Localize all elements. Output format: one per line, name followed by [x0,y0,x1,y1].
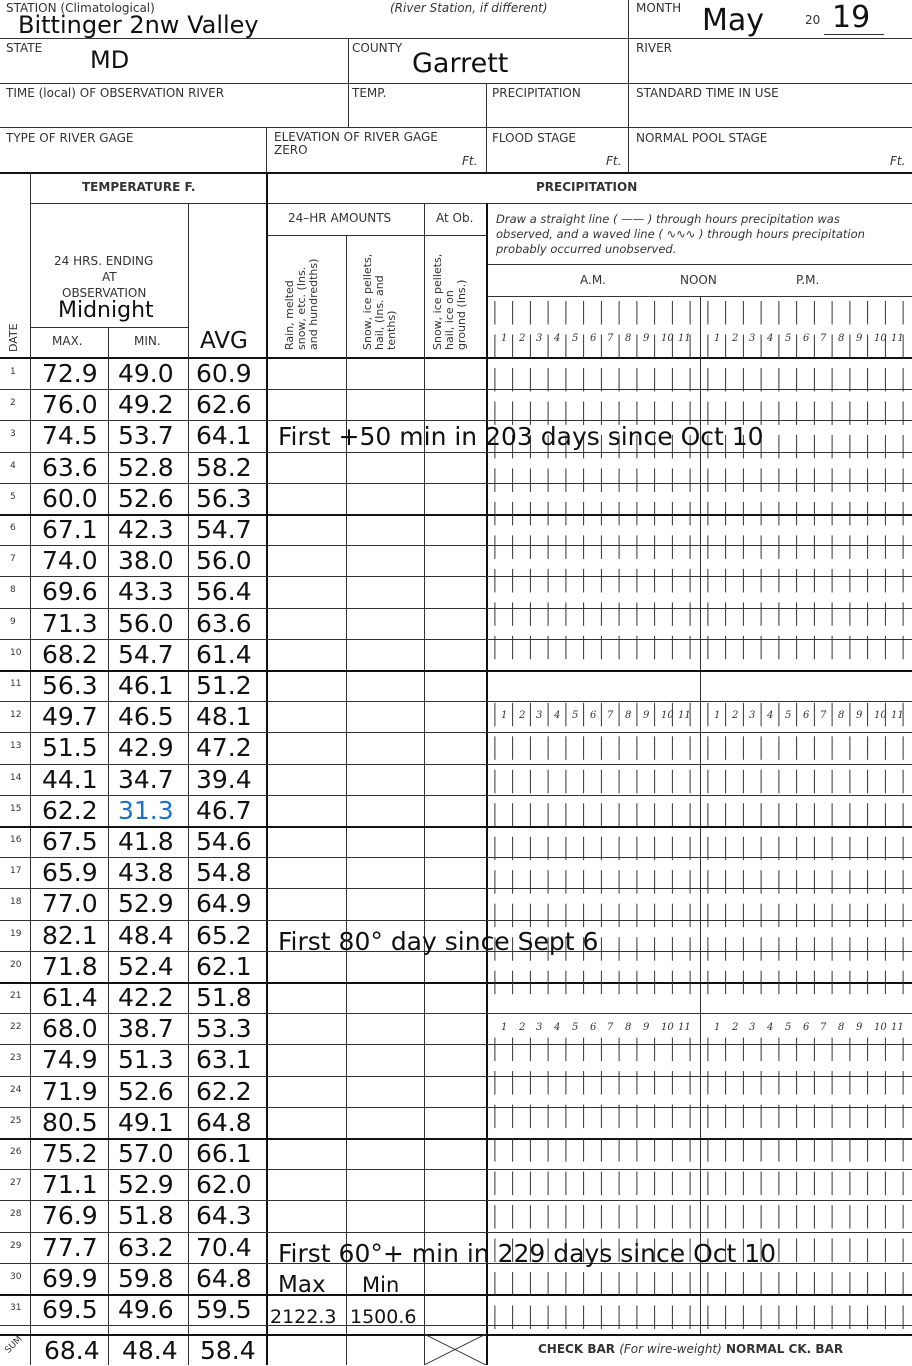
instructions-line-3: probably occurred unobserved. [496,242,677,256]
header-hour-label: 3 [749,333,756,344]
row12-hour-label: 9 [856,710,863,721]
max-temp-cell: 65.9 [42,858,98,887]
date-number: 4 [10,461,16,471]
date-number: 8 [10,585,16,595]
min-temp-cell: 54.7 [118,640,174,669]
max-temp-cell: 51.5 [42,733,98,762]
min-temp-cell: 46.5 [118,702,174,731]
max-temp-cell: 74.0 [42,546,98,575]
date-number: 12 [10,710,22,720]
header-hour-label: 3 [536,333,543,344]
avg-temp-cell: 56.4 [196,577,252,606]
flood-unit: Ft. [606,154,622,168]
precip-label: PRECIPITATION [492,86,581,100]
date-number: 26 [10,1147,22,1157]
hrs-ending-label: 24 HRS. ENDING [54,254,154,268]
state-label: STATE [6,41,43,55]
avg-temp-cell: 39.4 [196,765,252,794]
min-temp-cell: 49.6 [118,1295,174,1324]
header-hour-label: 4 [554,333,561,344]
row22-hour-label: 9 [856,1022,863,1033]
header-hour-label: 8 [838,333,845,344]
row22-hour-label: 9 [643,1022,650,1033]
check-bar-text: CHECK BAR [538,1342,616,1356]
date-number: 17 [10,866,22,876]
max-temp-cell: 56.3 [42,671,98,700]
date-label: DATE [7,323,20,352]
gage-type-label: TYPE OF RIVER GAGE [6,131,134,145]
row22-hour-label: 8 [625,1022,632,1033]
note-day-31-min: 1500.6 [350,1306,417,1328]
note-day-31-max: 2122.3 [270,1306,337,1328]
date-number: 7 [10,554,16,564]
avg-temp-cell: 60.9 [196,359,252,388]
header-hour-label: 1 [714,333,721,344]
avg-temp-cell: 64.3 [196,1201,252,1230]
date-number: 28 [10,1209,22,1219]
am-label: A.M. [580,273,606,287]
row22-hour-label: 6 [803,1022,810,1033]
amounts-title: 24–HR AMOUNTS [288,211,392,225]
avg-temp-cell: 47.2 [196,733,252,762]
max-temp-cell: 62.2 [42,796,98,825]
temperature-title: TEMPERATURE F. [82,180,196,194]
max-label: MAX. [52,334,83,348]
min-label: MIN. [134,334,161,348]
min-temp-cell: 53.7 [118,421,174,450]
min-temp-cell: 51.8 [118,1201,174,1230]
time-label: TIME (local) OF OBSERVATION RIVER [6,86,225,100]
avg-temp-cell: 64.1 [196,421,252,450]
max-temp-cell: 71.3 [42,609,98,638]
max-temp-cell: 71.8 [42,952,98,981]
row22-hour-label: 4 [554,1022,561,1033]
pm-label: P.M. [796,273,820,287]
avg-temp-cell: 64.8 [196,1108,252,1137]
row22-hour-label: 11 [678,1022,691,1033]
max-temp-cell: 68.0 [42,1014,98,1043]
avg-temp-cell: 63.6 [196,609,252,638]
max-temp-cell: 68.2 [42,640,98,669]
avg-temp-cell: 54.7 [196,515,252,544]
date-number: 10 [10,648,22,658]
avg-temp-cell: 64.8 [196,1264,252,1293]
avg-temp-cell: 62.6 [196,390,252,419]
max-temp-cell: 44.1 [42,765,98,794]
row22-hour-label: 2 [732,1022,739,1033]
max-temp-cell: 49.7 [42,702,98,731]
observation-label: OBSERVATION [62,286,147,300]
header-hour-label: 7 [820,333,827,344]
avg-temp-cell: 63.1 [196,1045,252,1074]
row22-hour-label: 8 [838,1022,845,1033]
min-temp-cell: 38.0 [118,546,174,575]
avg-label: AVG [200,328,248,354]
instructions-line-2: observed, and a waved line ( ∿∿∿ ) through hours precipitation [496,227,865,241]
max-temp-cell: 77.0 [42,889,98,918]
row12-hour-label: 4 [554,710,561,721]
min-temp-cell: 52.6 [118,484,174,513]
row12-hour-label: 2 [732,710,739,721]
row12-hour-label: 8 [625,710,632,721]
month-value: May [702,3,765,38]
min-temp-cell: 49.2 [118,390,174,419]
row12-hour-label: 3 [536,710,543,721]
avg-temp-cell: 58.2 [196,453,252,482]
date-number: 11 [10,679,22,689]
snow-label-2: hail, (Ins. and [373,275,386,350]
row22-hour-label: 6 [590,1022,597,1033]
row22-hour-label: 1 [714,1022,721,1033]
avg-temp-cell: 46.7 [196,796,252,825]
row22-hour-label: 11 [891,1022,904,1033]
row22-hour-label: 7 [820,1022,827,1033]
ground-label-2: hail, ice on [443,290,456,350]
max-temp-cell: 71.9 [42,1077,98,1106]
note-day-29: First 60°+ min in 229 days since Oct 10 [278,1239,777,1268]
min-temp-cell: 42.9 [118,733,174,762]
station-value: Bittinger 2nw Valley [18,11,259,39]
min-temp-cell: 56.0 [118,609,174,638]
min-temp-cell: 46.1 [118,671,174,700]
header-hour-label: 5 [572,333,579,344]
date-number: 30 [10,1272,22,1282]
max-temp-cell: 67.5 [42,827,98,856]
date-number: 15 [10,804,22,814]
river-label: RIVER [636,41,673,55]
sum-label: SUM [3,1334,25,1356]
avg-temp-cell: 54.6 [196,827,252,856]
date-number: 13 [10,741,22,751]
header-hour-label: 7 [607,333,614,344]
ground-label-3: ground (Ins.) [455,279,468,350]
snow-label-1: Snow, ice pellets, [361,253,374,350]
max-temp-cell: 82.1 [42,921,98,950]
max-temp-cell: 69.9 [42,1264,98,1293]
min-temp-cell: 52.6 [118,1077,174,1106]
header-hour-label: 2 [519,333,526,344]
date-number: 3 [10,429,16,439]
row12-hour-label: 10 [874,710,887,721]
row22-hour-label: 10 [661,1022,674,1033]
row12-hour-label: 11 [678,710,691,721]
county-label: COUNTY [352,41,403,55]
avg-temp-cell: 54.8 [196,858,252,887]
row12-hour-label: 2 [519,710,526,721]
rain-label-1: Rain, melted [283,280,296,350]
min-temp-cell: 43.8 [118,858,174,887]
date-number: 29 [10,1241,22,1251]
max-temp-cell: 76.0 [42,390,98,419]
max-temp-cell: 69.6 [42,577,98,606]
date-number: 5 [10,492,16,502]
at-label: AT [102,270,117,284]
row12-hour-label: 7 [820,710,827,721]
max-temp-cell: 74.9 [42,1045,98,1074]
min-temp-cell: 43.3 [118,577,174,606]
flood-label: FLOOD STAGE [492,131,576,145]
normal-check-bar-text: NORMAL CK. BAR [726,1342,844,1356]
min-temp-cell: 52.9 [118,889,174,918]
header-hour-label: 10 [661,333,674,344]
header-hour-label: 6 [803,333,810,344]
date-number: 23 [10,1053,22,1063]
noon-label: NOON [680,273,717,287]
date-number: 19 [10,929,22,939]
date-number: 25 [10,1116,22,1126]
avg-temp-cell: 65.2 [196,921,252,950]
row22-hour-label: 5 [572,1022,579,1033]
month-label: MONTH [636,1,682,15]
avg-temp-cell: 66.1 [196,1139,252,1168]
row12-hour-label: 7 [607,710,614,721]
avg-temp-cell: 56.0 [196,546,252,575]
sum-avg: 58.4 [200,1336,256,1365]
row22-hour-label: 2 [519,1022,526,1033]
min-temp-cell: 52.4 [118,952,174,981]
elevation-label: ELEVATION OF RIVER GAGE ZERO [274,130,438,157]
min-temp-cell: 48.4 [118,921,174,950]
min-temp-cell: 41.8 [118,827,174,856]
max-temp-cell: 80.5 [42,1108,98,1137]
year-value: 19 [832,0,871,35]
date-number: 2 [10,398,16,408]
header-hour-label: 1 [501,333,508,344]
note-day-3: First +50 min in 203 days since Oct 10 [278,422,764,451]
min-temp-cell: 49.1 [118,1108,174,1137]
date-number: 22 [10,1022,22,1032]
obs-time-value: Midnight [58,298,154,323]
row12-hour-label: 6 [803,710,810,721]
row12-hour-label: 4 [767,710,774,721]
standard-time-label: STANDARD TIME IN USE [636,86,779,100]
header-hour-label: 5 [785,333,792,344]
avg-temp-cell: 51.8 [196,983,252,1012]
header-hour-label: 9 [856,333,863,344]
row22-hour-label: 10 [874,1022,887,1033]
date-number: 6 [10,523,16,533]
at-ob-label: At Ob. [436,211,474,225]
min-temp-cell: 42.3 [118,515,174,544]
row22-hour-label: 7 [607,1022,614,1033]
check-bar-note: (For wire-weight) [619,1342,722,1356]
row22-hour-label: 4 [767,1022,774,1033]
max-temp-cell: 75.2 [42,1139,98,1168]
pool-label: NORMAL POOL STAGE [636,131,768,145]
date-number: 16 [10,835,22,845]
avg-temp-cell: 53.3 [196,1014,252,1043]
river-station-label: (River Station, if different) [390,1,548,15]
station-label: STATION (Climatological) [6,1,155,15]
date-number: 9 [10,617,16,627]
row12-hour-label: 8 [838,710,845,721]
snow-label-3: tenths) [385,310,398,350]
note-day-19: First 80° day since Sept 6 [278,927,599,956]
ground-label-1: Snow, ice pellets, [431,253,444,350]
max-temp-cell: 60.0 [42,484,98,513]
min-temp-cell: 57.0 [118,1139,174,1168]
max-temp-cell: 63.6 [42,453,98,482]
row12-hour-label: 9 [643,710,650,721]
max-temp-cell: 77.7 [42,1233,98,1262]
avg-temp-cell: 62.0 [196,1170,252,1199]
row22-hour-label: 3 [536,1022,543,1033]
elevation-unit: Ft. [462,154,478,168]
date-number: 1 [10,367,16,377]
check-bar-label [538,1342,843,1356]
row12-hour-label: 1 [501,710,508,721]
max-temp-cell: 76.9 [42,1201,98,1230]
avg-temp-cell: 62.2 [196,1077,252,1106]
date-number: 20 [10,960,22,970]
max-temp-cell: 67.1 [42,515,98,544]
date-number: 24 [10,1085,22,1095]
avg-temp-cell: 56.3 [196,484,252,513]
date-number: 14 [10,773,22,783]
rain-label-3: and hundredths) [307,258,320,350]
max-temp-cell: 72.9 [42,359,98,388]
header-hour-label: 9 [643,333,650,344]
header-hour-label: 8 [625,333,632,344]
county-value: Garrett [412,48,509,79]
min-temp-cell: 59.8 [118,1264,174,1293]
header-hour-label: 6 [590,333,597,344]
min-temp-cell: 31.3 [118,796,174,825]
sum-min: 48.4 [122,1336,178,1365]
min-temp-cell: 51.3 [118,1045,174,1074]
rain-label-2: snow, etc. (Ins. [295,266,308,350]
max-temp-cell: 71.1 [42,1170,98,1199]
date-number: 18 [10,897,22,907]
min-temp-cell: 52.9 [118,1170,174,1199]
header-hour-label: 10 [874,333,887,344]
precipitation-title: PRECIPITATION [536,180,638,194]
min-temp-cell: 63.2 [118,1233,174,1262]
min-temp-cell: 52.8 [118,453,174,482]
min-temp-cell: 49.0 [118,359,174,388]
header-hour-label: 11 [678,333,691,344]
row12-hour-label: 10 [661,710,674,721]
row12-hour-label: 5 [785,710,792,721]
row22-hour-label: 3 [749,1022,756,1033]
avg-temp-cell: 64.9 [196,889,252,918]
header-hour-label: 2 [732,333,739,344]
date-number: 31 [10,1303,22,1313]
avg-temp-cell: 51.2 [196,671,252,700]
note-day-30-max: Max [278,1272,326,1298]
row12-hour-label: 5 [572,710,579,721]
row22-hour-label: 1 [501,1022,508,1033]
header-hour-label: 11 [891,333,904,344]
min-temp-cell: 34.7 [118,765,174,794]
avg-temp-cell: 62.1 [196,952,252,981]
instructions-line-1: Draw a straight line ( —— ) through hours precipitation was [496,212,840,226]
min-temp-cell: 42.2 [118,983,174,1012]
row22-hour-label: 5 [785,1022,792,1033]
pool-unit: Ft. [890,154,906,168]
date-number: 27 [10,1178,22,1188]
min-temp-cell: 38.7 [118,1014,174,1043]
row12-hour-label: 6 [590,710,597,721]
row12-hour-label: 1 [714,710,721,721]
avg-temp-cell: 59.5 [196,1295,252,1324]
max-temp-cell: 69.5 [42,1295,98,1324]
state-value: MD [90,46,130,74]
avg-temp-cell: 61.4 [196,640,252,669]
max-temp-cell: 74.5 [42,421,98,450]
date-number: 21 [10,991,22,1001]
year-prefix: 20 [805,13,821,27]
note-day-30-min: Min [362,1273,400,1297]
row12-hour-label: 3 [749,710,756,721]
header-hour-label: 4 [767,333,774,344]
max-temp-cell: 61.4 [42,983,98,1012]
crossed-out-cell [424,1334,486,1365]
avg-temp-cell: 70.4 [196,1233,252,1262]
avg-temp-cell: 48.1 [196,702,252,731]
row12-hour-label: 11 [891,710,904,721]
sum-max: 68.4 [44,1336,100,1365]
temp-label: TEMP. [352,86,387,100]
